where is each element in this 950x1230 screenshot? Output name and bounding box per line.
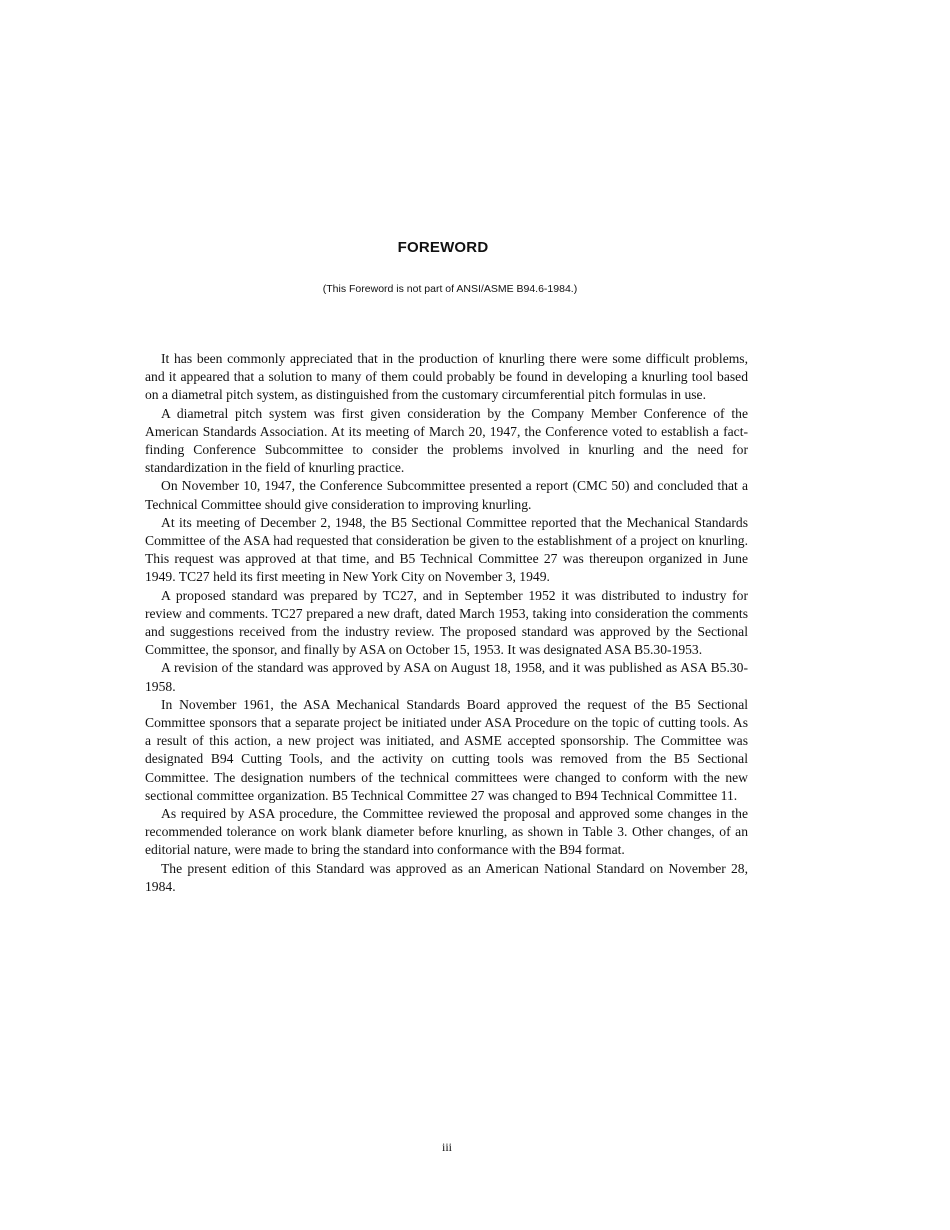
page-title: FOREWORD <box>397 239 489 256</box>
paragraph: As required by ASA procedure, the Committee reviewed the proposal and approved some changes in the recommended tolerance on work blank diameter before knurling, as shown in Table 3. Other changes, of an editorial nature, were made to bring the standard into conformance with the B94 format. <box>145 806 748 858</box>
paragraph: It has been commonly appreciated that in the production of knurling there were some difficult problems, and it appeared that a solution to many of them could probably be found in developing a knurling tool based on a diametral pitch system, as distinguished from the customary circumferential pitch formulas in use. <box>145 351 748 403</box>
page-number: iii <box>441 1140 452 1154</box>
paragraph: In November 1961, the ASA Mechanical Standards Board approved the request of the B5 Sectional Committee sponsors that a separate project be initiated under ASA Procedure on the topic of cutting tools. As a result of this action, a new project was initiated, and ASME accepted sponsorship. The Committee was designated B94 Cutting Tools, and the activity on cutting tools was removed from the B5 Sectional Committee. The designation numbers of the technical committees were changed to conform with the new sectional committee organization. B5 Technical Committee 27 was changed to B94 Technical Committee 11. <box>145 696 748 803</box>
paragraph: The present edition of this Standard was approved as an American National Standard on November 28, 1984. <box>145 860 748 894</box>
paragraph: A proposed standard was prepared by TC27, and in September 1952 it was distributed to industry for review and comments. TC27 prepared a new draft, dated March 1953, taking into consideration the comments and suggestions received from the industry review. The proposed standard was approved by the Sectional Committee, the sponsor, and finally by ASA on October 15, 1953. It was designated ASA B5.30-1953. <box>145 587 748 658</box>
foreword-body <box>145 350 748 896</box>
paragraph: On November 10, 1947, the Conference Subcommittee presented a report (CMC 50) and concluded that a Technical Committee should give consideration to improving knurling. <box>145 478 748 512</box>
foreword-note: (This Foreword is not part of ANSI/ASME B94.6-1984.) <box>322 283 578 295</box>
paragraph: At its meeting of December 2, 1948, the B5 Sectional Committee reported that the Mechanical Standards Committee of the ASA had requested that consideration be given to the establishment of a project on knurling. This request was approved at that time, and B5 Technical Committee 27 was thereupon organized in June 1949. TC27 held its first meeting in New York City on November 3, 1949. <box>145 514 748 585</box>
paragraph: A diametral pitch system was first given consideration by the Company Member Conference of the American Standards Association. At its meeting of March 20, 1947, the Conference voted to establish a fact-finding Conference Subcommittee to consider the problems involved in knurling and the need for standardization in the field of knurling practice. <box>145 405 748 476</box>
paragraph: A revision of the standard was approved by ASA on August 18, 1958, and it was published as ASA B5.30-1958. <box>145 660 748 694</box>
